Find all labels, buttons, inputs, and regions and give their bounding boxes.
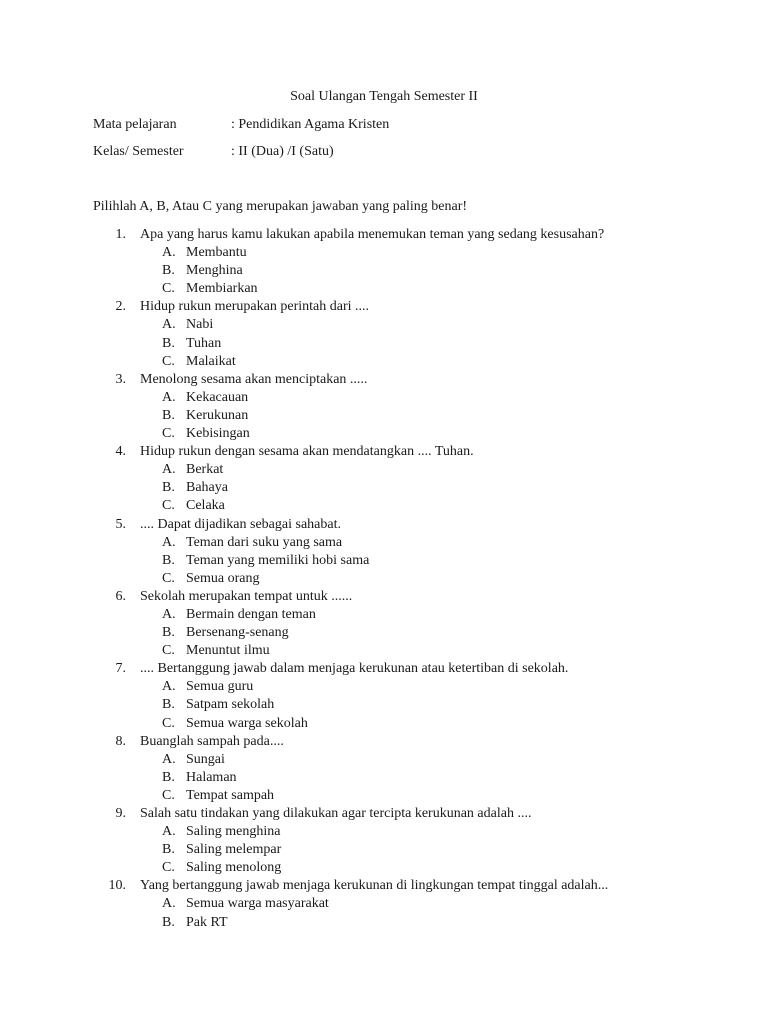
answer-option [0, 696, 768, 714]
question-item [0, 588, 768, 660]
option-list [0, 461, 768, 515]
document-title: Soal Ulangan Tengah Semester II [290, 89, 478, 104]
answer-option [0, 244, 768, 262]
option-letter: C. [162, 715, 175, 731]
question-row [0, 226, 768, 244]
question-text: .... Bertanggung jawab dalam menjaga kerukunan atau ketertiban di sekolah. [140, 661, 569, 677]
question-number: 7. [115, 661, 126, 677]
option-list [0, 606, 768, 660]
option-list [0, 678, 768, 732]
option-text: Nabi [186, 317, 214, 333]
answer-option [0, 914, 768, 932]
answer-option [0, 859, 768, 877]
option-list [0, 534, 768, 588]
option-text: Teman yang memiliki hobi sama [186, 552, 370, 568]
question-number: 10. [108, 878, 126, 894]
option-letter: B. [162, 769, 175, 785]
option-text: Pak RT [186, 914, 228, 930]
answer-option [0, 316, 768, 334]
question-row [0, 805, 768, 823]
answer-option [0, 280, 768, 298]
answer-option [0, 769, 768, 787]
option-text: Menghina [186, 263, 243, 279]
question-row [0, 660, 768, 678]
option-letter: B. [162, 335, 175, 351]
question-text: Menolong sesama akan menciptakan ..... [140, 371, 368, 387]
answer-option [0, 823, 768, 841]
answer-option [0, 787, 768, 805]
answer-option [0, 841, 768, 859]
answer-option [0, 552, 768, 570]
option-letter: B. [162, 407, 175, 423]
answer-option [0, 534, 768, 552]
question-item [0, 516, 768, 588]
question-item [0, 298, 768, 370]
meta-value-subject: : Pendidikan Agama Kristen [231, 117, 390, 132]
option-letter: A. [162, 824, 176, 840]
option-text: Saling menolong [186, 860, 282, 876]
question-item [0, 877, 768, 931]
option-letter: C. [162, 860, 175, 876]
option-text: Membantu [186, 245, 247, 261]
question-text: .... Dapat dijadikan sebagai sahabat. [140, 516, 341, 532]
question-item [0, 805, 768, 877]
option-text: Teman dari suku yang sama [186, 534, 343, 550]
question-text: Sekolah merupakan tempat untuk ...... [140, 588, 353, 604]
option-text: Kebisingan [186, 426, 250, 442]
question-item [0, 660, 768, 732]
option-text: Tuhan [186, 335, 222, 351]
answer-option [0, 715, 768, 733]
option-letter: A. [162, 606, 176, 622]
question-number: 1. [115, 227, 126, 242]
question-row [0, 733, 768, 751]
option-letter: B. [162, 552, 175, 568]
option-letter: A. [162, 896, 176, 912]
question-item [0, 371, 768, 443]
option-letter: B. [162, 480, 175, 496]
option-text: Saling melempar [186, 842, 282, 858]
option-list [0, 751, 768, 805]
question-item [0, 443, 768, 515]
option-letter: C. [162, 787, 175, 803]
answer-option [0, 751, 768, 769]
option-text: Halaman [186, 769, 237, 785]
option-text: Berkat [186, 462, 224, 478]
option-text: Bermain dengan teman [186, 606, 316, 622]
question-text: Buanglah sampah pada.... [140, 733, 284, 749]
answer-option [0, 624, 768, 642]
option-letter: A. [162, 245, 176, 261]
option-text: Semua guru [186, 679, 254, 695]
option-text: Kekacauan [186, 389, 249, 405]
answer-option [0, 479, 768, 497]
question-number: 2. [115, 299, 126, 315]
answer-option [0, 425, 768, 443]
meta-label-subject: Mata pelajaran [93, 117, 177, 132]
question-row [0, 443, 768, 461]
option-text: Satpam sekolah [186, 697, 275, 713]
question-number: 3. [115, 371, 126, 387]
option-letter: B. [162, 625, 175, 641]
question-list [0, 226, 768, 932]
answer-option [0, 895, 768, 913]
option-letter: B. [162, 914, 175, 930]
answer-option [0, 353, 768, 371]
option-text: Malaikat [186, 353, 236, 369]
option-text: Menuntut ilmu [186, 643, 270, 659]
option-letter: B. [162, 697, 175, 713]
option-text: Bahaya [186, 480, 228, 496]
answer-option [0, 642, 768, 660]
option-letter: C. [162, 498, 175, 514]
option-letter: A. [162, 679, 176, 695]
question-row [0, 516, 768, 534]
option-list [0, 316, 768, 370]
answer-option [0, 570, 768, 588]
option-text: Celaka [186, 498, 225, 514]
option-text: Kerukunan [186, 407, 249, 423]
option-text: Sungai [186, 751, 225, 767]
question-text: Hidup rukun merupakan perintah dari .... [140, 299, 369, 315]
option-letter: A. [162, 751, 176, 767]
answer-option [0, 497, 768, 515]
meta-value-class-semester: : II (Dua) /I (Satu) [231, 144, 334, 159]
option-list [0, 823, 768, 877]
option-text: Semua warga masyarakat [186, 896, 329, 912]
option-text: Semua warga sekolah [186, 715, 308, 731]
option-text: Membiarkan [186, 281, 258, 297]
option-text: Bersenang-senang [186, 625, 289, 641]
option-letter: A. [162, 317, 176, 333]
option-letter: C. [162, 643, 175, 659]
question-number: 8. [115, 733, 126, 749]
option-letter: B. [162, 842, 175, 858]
option-list [0, 244, 768, 298]
option-list [0, 895, 768, 931]
question-number: 5. [115, 516, 126, 532]
answer-option [0, 335, 768, 353]
question-text: Apa yang harus kamu lakukan apabila menemukan teman yang sedang kesusahan? [140, 227, 605, 242]
option-letter: A. [162, 389, 176, 405]
option-text: Saling menghina [186, 824, 281, 840]
option-letter: C. [162, 281, 175, 297]
question-row [0, 588, 768, 606]
answer-option [0, 407, 768, 425]
question-number: 9. [115, 806, 126, 821]
question-text: Salah satu tindakan yang dilakukan agar tercipta kerukunan adalah .... [140, 806, 532, 821]
option-text: Tempat sampah [186, 787, 275, 803]
option-letter: C. [162, 353, 175, 369]
question-row [0, 298, 768, 316]
question-number: 4. [115, 444, 126, 460]
answer-option [0, 262, 768, 280]
meta-label-class-semester: Kelas/ Semester [93, 144, 184, 159]
answer-option [0, 606, 768, 624]
question-number: 6. [115, 588, 126, 604]
answer-option [0, 678, 768, 696]
option-letter: C. [162, 570, 175, 586]
question-text: Hidup rukun dengan sesama akan mendatangkan .... Tuhan. [140, 444, 474, 460]
question-text: Yang bertanggung jawab menjaga kerukunan di lingkungan tempat tinggal adalah... [140, 878, 609, 894]
option-letter: A. [162, 462, 176, 478]
option-list [0, 389, 768, 443]
question-item [0, 226, 768, 298]
answer-option [0, 461, 768, 479]
option-letter: A. [162, 534, 176, 550]
question-item [0, 733, 768, 805]
question-row [0, 877, 768, 895]
option-letter: C. [162, 426, 175, 442]
answer-option [0, 389, 768, 407]
question-row [0, 371, 768, 389]
option-text: Semua orang [186, 570, 260, 586]
option-letter: B. [162, 263, 175, 279]
instruction-text: Pilihlah A, B, Atau C yang merupakan jawaban yang paling benar! [93, 199, 468, 214]
